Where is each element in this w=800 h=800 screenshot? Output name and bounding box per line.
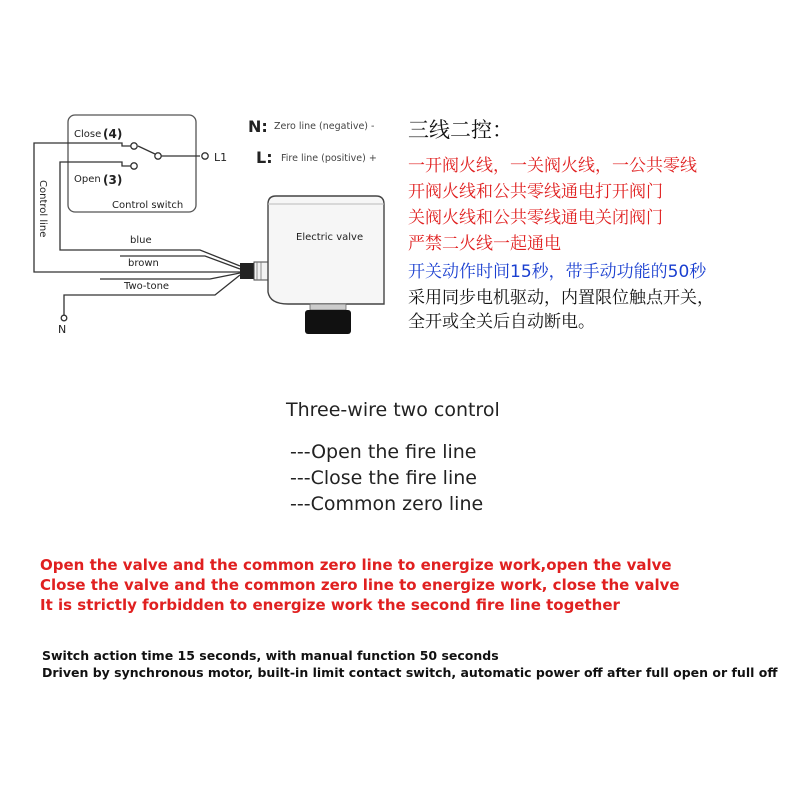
contact-common bbox=[155, 153, 161, 159]
electric-valve-label: Electric valve bbox=[296, 232, 364, 243]
legend-n-text: Zero line (negative) - bbox=[274, 121, 375, 132]
contact-open bbox=[131, 163, 137, 169]
n-terminal-label: N bbox=[58, 323, 67, 336]
control-switch-label: Control switch bbox=[112, 200, 184, 211]
wire-connector bbox=[240, 263, 254, 279]
control-line-label: Control line bbox=[37, 180, 48, 238]
open-number: (3) bbox=[103, 173, 123, 187]
two-tone-wire-upper bbox=[100, 273, 240, 279]
chinese-black-line-2: 全开或全关后自动断电。 bbox=[408, 312, 595, 332]
english-title: Three-wire two control bbox=[286, 399, 500, 421]
blue-wire-label: blue bbox=[130, 235, 152, 246]
two-tone-wire-label: Two-tone bbox=[124, 281, 170, 292]
n-terminal-dot bbox=[61, 315, 67, 321]
chinese-red-line-4: 严禁二火线一起通电 bbox=[408, 234, 561, 254]
electric-valve-body bbox=[268, 196, 384, 304]
chinese-red-line-3: 关阀火线和公共零线通电关闭阀门 bbox=[408, 208, 663, 228]
chinese-black-line-1: 采用同步电机驱动，内置限位触点开关， bbox=[408, 288, 714, 308]
l1-terminal bbox=[202, 153, 208, 159]
chinese-red-line-2: 开阀火线和公共零线通电打开阀门 bbox=[408, 182, 663, 202]
legend-l-key: L: bbox=[256, 148, 273, 167]
chinese-red-line-1: 一开阀火线，一关阀火线，一公共零线 bbox=[408, 156, 697, 176]
english-red-line-2: Close the valve and the common zero line to energize work, close the valve bbox=[40, 576, 680, 594]
l1-label: L1 bbox=[214, 151, 228, 164]
legend-l-text: Fire line (positive) + bbox=[281, 153, 377, 164]
english-black-line-1: Switch action time 15 seconds, with manual function 50 seconds bbox=[42, 648, 499, 663]
switch-blade bbox=[138, 146, 155, 154]
close-number: (4) bbox=[103, 127, 123, 141]
chinese-title: 三线二控： bbox=[408, 118, 513, 142]
chinese-blue-line: 开关动作时间15秒，带手动功能的50秒 bbox=[408, 262, 707, 282]
english-red-line-1: Open the valve and the common zero line to energize work,open the valve bbox=[40, 556, 672, 574]
close-label: Close bbox=[74, 129, 102, 140]
english-item-3: ---Common zero line bbox=[290, 493, 484, 515]
legend-n-key: N: bbox=[248, 117, 268, 136]
valve-stem-neck bbox=[310, 304, 346, 310]
valve-stem bbox=[305, 310, 351, 334]
english-item-2: ---Close the fire line bbox=[290, 467, 477, 489]
open-label: Open bbox=[74, 174, 101, 185]
english-item-1: ---Open the fire line bbox=[290, 441, 477, 463]
english-black-line-2: Driven by synchronous motor, built-in limit contact switch, automatic power off after full open or full off bbox=[42, 665, 778, 680]
brown-wire-label: brown bbox=[128, 258, 159, 269]
contact-close bbox=[131, 143, 137, 149]
english-red-line-3: It is strictly forbidden to energize work the second fire line together bbox=[40, 596, 620, 614]
